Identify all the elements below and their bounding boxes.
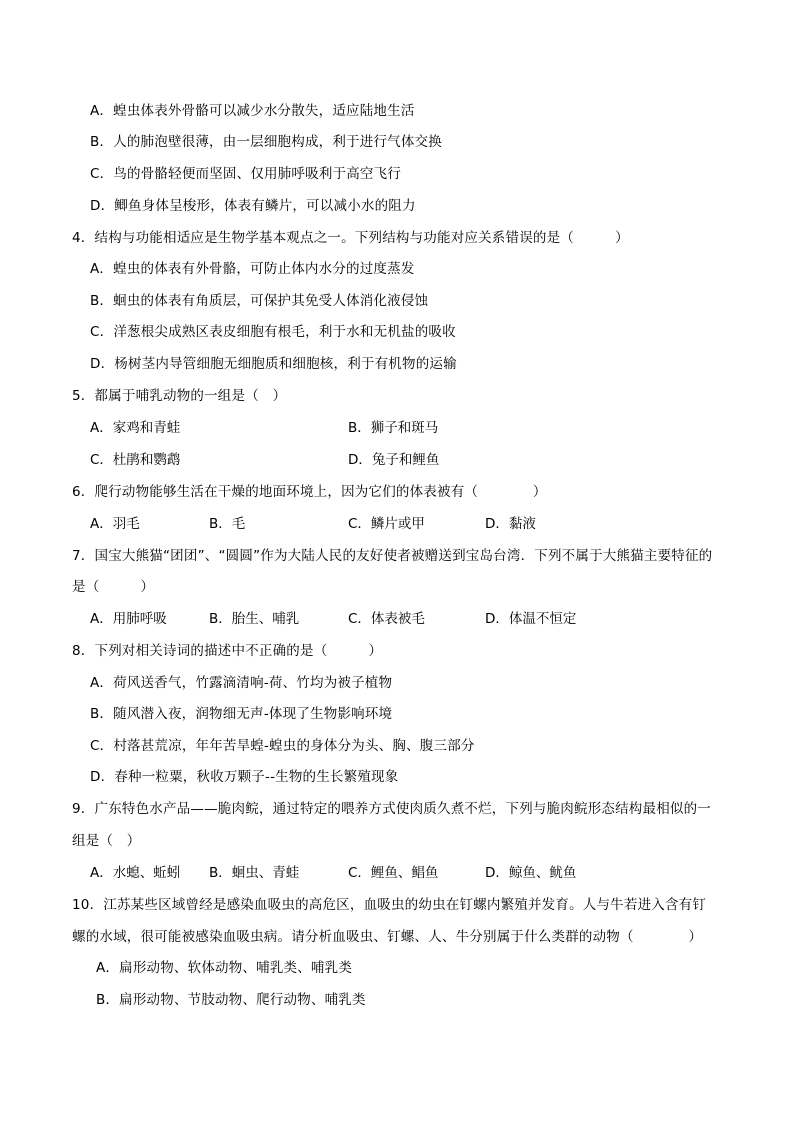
q7-option-a: A．用肺呼吸 — [90, 611, 167, 627]
q6-option-d: D．黏液 — [485, 516, 536, 532]
q8-option-c: C．村落甚荒凉，年年苦旱蝗-蝗虫的身体分为头、胸、腹三部分 — [90, 738, 475, 754]
q10-option-b: B．扁形动物、节肢动物、爬行动物、哺乳类 — [96, 992, 366, 1008]
q3-option-b: B．人的肺泡壁很薄，由一层细胞构成，利于进行气体交换 — [90, 134, 442, 150]
q4-option-d: D．杨树茎内导管细胞无细胞质和细胞核，利于有机物的运输 — [90, 356, 457, 372]
q6-stem: 6．爬行动物能够生活在干燥的地面环境上，因为它们的体表被有（ ） — [72, 484, 547, 500]
q10-stem-line2: 螺的水域，很可能被感染血吸虫病。请分析血吸虫、钉螺、人、牛分别属于什么类群的动物（ ） — [72, 929, 703, 945]
q5-option-d: D．兔子和鲤鱼 — [348, 452, 440, 468]
q5-option-c: C．杜鹃和鹦鹉 — [90, 452, 181, 468]
q3-option-c: C．鸟的骨骼轻便而坚固、仅用肺呼吸利于高空飞行 — [90, 166, 402, 182]
q8-option-a: A．荷风送香气，竹露滴清响-荷、竹均为被子植物 — [90, 675, 393, 691]
q5-option-b: B．狮子和斑马 — [348, 420, 439, 436]
q6-option-a: A．羽毛 — [90, 516, 140, 532]
q4-option-c: C．洋葱根尖成熟区表皮细胞有根毛，利于水和无机盐的吸收 — [90, 324, 456, 340]
q6-option-c: C．鳞片或甲 — [348, 516, 425, 532]
q4-stem: 4．结构与功能相适应是生物学基本观点之一。下列结构与功能对应关系错误的是（ ） — [72, 230, 629, 246]
q8-stem: 8．下列对相关诗词的描述中不正确的是（ ） — [72, 643, 383, 659]
q6-option-b: B．毛 — [209, 516, 246, 532]
q8-option-d: D．春种一粒粟，秋收万颗子--生物的生长繁殖现象 — [90, 769, 399, 785]
q9-option-b: B．蛔虫、青蛙 — [209, 865, 300, 881]
q5-option-a: A．家鸡和青蛙 — [90, 420, 181, 436]
q4-option-b: B．蛔虫的体表有角质层，可保护其免受人体消化液侵蚀 — [90, 293, 429, 309]
q3-option-d: D．鲫鱼身体呈梭形，体表有鳞片，可以减小水的阻力 — [90, 198, 416, 214]
q9-option-a: A．水螅、蚯蚓 — [90, 865, 181, 881]
q7-option-c: C．体表被毛 — [348, 611, 425, 627]
q10-stem-line1: 10．江苏某些区域曾经是感染血吸虫的高危区，血吸虫的幼虫在钉螺内繁殖并发育。人与牛若进入含有钉 — [72, 897, 707, 913]
q9-option-c: C．鲤鱼、鲳鱼 — [348, 865, 439, 881]
q9-stem-line1: 9．广东特色水产品——脆肉鲩，通过特定的喂养方式使肉质久煮不烂，下列与脆肉鲩形态结构最相似的一 — [72, 801, 711, 817]
q5-stem: 5．都属于哺乳动物的一组是（ ） — [72, 388, 287, 404]
q9-stem-line2: 组是（ ） — [72, 833, 141, 849]
q7-option-b: B．胎生、哺乳 — [209, 611, 300, 627]
q3-option-a: A．蝗虫体表外骨骼可以减少水分散失，适应陆地生活 — [90, 103, 415, 119]
q8-option-b: B．随风潜入夜，润物细无声-体现了生物影响环境 — [90, 706, 393, 722]
q4-option-a: A．蝗虫的体表有外骨骼，可防止体内水分的过度蒸发 — [90, 261, 415, 277]
q7-option-d: D．体温不恒定 — [485, 611, 577, 627]
q7-stem-line2: 是（ ） — [72, 579, 155, 595]
q7-stem-line1: 7．国宝大熊猫“团团”、“圆圆”作为大陆人民的友好使者被赠送到宝岛台湾．下列不属于大熊猫主要特征的 — [72, 548, 713, 564]
q10-option-a: A．扁形动物、软体动物、哺乳类、哺乳类 — [96, 960, 353, 976]
q9-option-d: D．鲸鱼、鱿鱼 — [485, 865, 577, 881]
